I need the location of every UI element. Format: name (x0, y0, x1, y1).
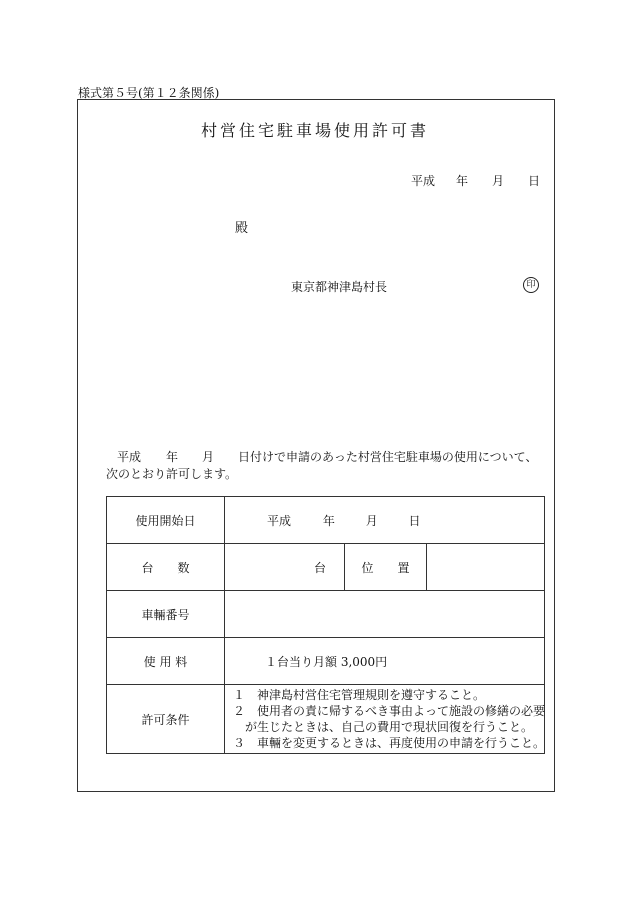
fee-value: １台当り月額 3,000円 (225, 638, 545, 685)
start-date-month: 月 (365, 513, 378, 528)
table-row (107, 685, 545, 754)
plate-number-value (225, 591, 545, 638)
issue-date-day: 日 (528, 174, 541, 188)
count-unit: 台 (225, 544, 345, 591)
condition-item: が生じたときは、自己の費用で現状回復を行うこと。 (233, 720, 534, 734)
seal-icon: 印 (523, 277, 539, 293)
position-label: 位 置 (345, 544, 427, 591)
position-value (427, 544, 545, 591)
condition-item: ２ 使用者の責に帰するべき事由よって施設の修繕の必要 (233, 704, 546, 718)
conditions-list (225, 685, 545, 754)
body-month: 月 (202, 450, 215, 464)
addressee-suffix: 殿 (235, 221, 249, 236)
plate-number-label: 車輛番号 (107, 591, 225, 638)
issuer-name: 東京都神津島村長 (291, 280, 388, 294)
start-date-value (225, 497, 545, 544)
permit-table (106, 496, 545, 754)
table-row (107, 638, 545, 685)
condition-item: ３ 車輛を変更するときは、再度使用の申請を行うこと。 (233, 736, 546, 750)
conditions-label: 許可条件 (107, 685, 225, 754)
body-text-line1: 日付けで申請のあった村営住宅駐車場の使用について、 (238, 450, 538, 464)
body-era: 平成 (117, 450, 142, 464)
table-row (107, 544, 545, 591)
body-year: 年 (166, 450, 179, 464)
start-date-era: 平成 (267, 513, 292, 528)
document-title: 村営住宅駐車場使用許可書 (200, 121, 429, 140)
issue-date-month: 月 (492, 174, 505, 188)
form-number-label: 様式第５号(第１２条関係) (78, 86, 220, 100)
start-date-label: 使用開始日 (107, 497, 225, 544)
condition-item: １ 神津島村営住宅管理規則を遵守すること。 (233, 688, 486, 702)
start-date-day: 日 (408, 513, 421, 528)
table-row (107, 591, 545, 638)
count-label: 台 数 (107, 544, 225, 591)
issue-date-era: 平成 (411, 174, 436, 188)
body-text-line2: 次のとおり許可します。 (106, 467, 238, 481)
start-date-year: 年 (322, 513, 335, 528)
table-row (107, 497, 545, 544)
issue-date-year: 年 (456, 174, 469, 188)
fee-label: 使 用 料 (107, 638, 225, 685)
